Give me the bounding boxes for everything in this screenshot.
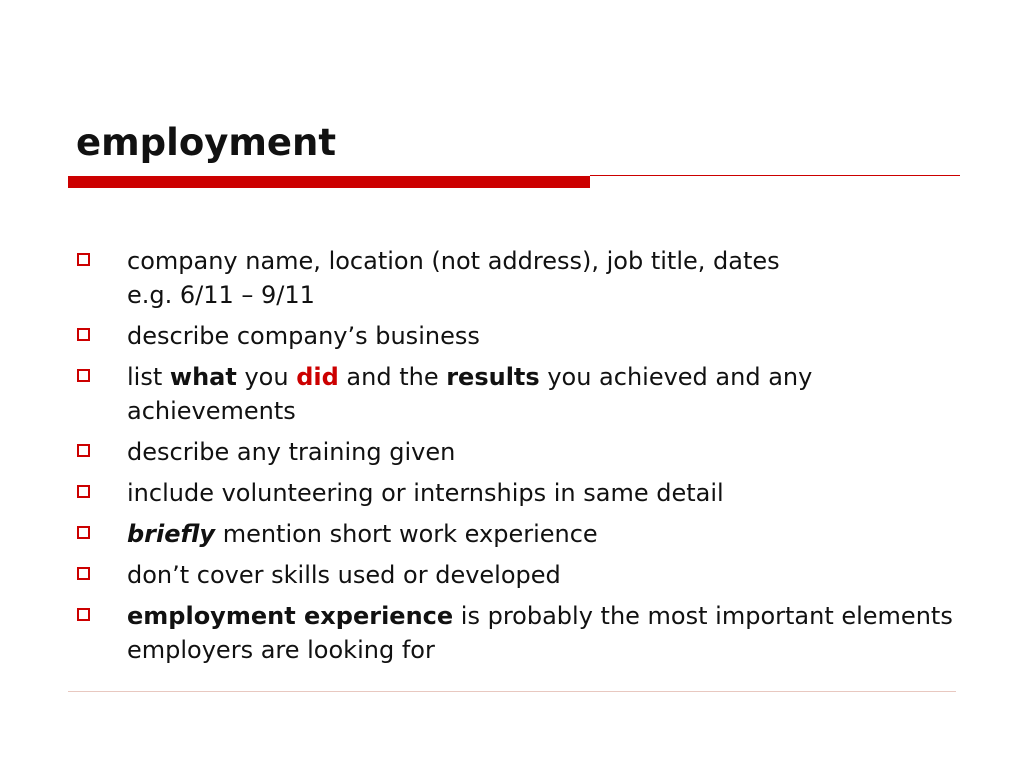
- hollow-square-icon: [77, 444, 90, 457]
- bullet-text: is probably the most important elements employers are looking for: [127, 602, 953, 664]
- bold-word-what: what: [169, 363, 237, 391]
- slide-title: employment: [76, 121, 337, 164]
- bullet-text: mention short work experience: [215, 520, 598, 548]
- bullet-item: [76, 599, 956, 667]
- title-underline-thick: [68, 176, 590, 188]
- bullet-item: [76, 435, 956, 469]
- footer-divider: [68, 691, 956, 692]
- bullet-item: [76, 558, 956, 592]
- bullet-item: [76, 360, 956, 428]
- hollow-square-icon: [77, 253, 90, 266]
- bullet-text: include volunteering or internships in same detail: [127, 479, 724, 507]
- bullet-text: e.g. 6/11 – 9/11: [127, 281, 315, 309]
- title-underline-thin: [590, 175, 960, 176]
- hollow-square-icon: [77, 485, 90, 498]
- bullet-text: describe company’s business: [127, 322, 480, 350]
- red-word-did: did: [296, 363, 339, 391]
- bullet-text: and the: [338, 363, 447, 391]
- bold-word-results: results: [446, 363, 540, 391]
- bold-phrase-employment-experience: employment experience: [127, 602, 454, 630]
- bullet-text: you achieved and any achievements: [127, 363, 813, 425]
- bullet-text: describe any training given: [127, 438, 456, 466]
- hollow-square-icon: [77, 526, 90, 539]
- bullet-item: [76, 319, 956, 353]
- hollow-square-icon: [77, 328, 90, 341]
- bullet-item: [76, 244, 956, 312]
- hollow-square-icon: [77, 369, 90, 382]
- hollow-square-icon: [77, 567, 90, 580]
- bullet-text: list: [127, 363, 170, 391]
- bold-italic-word-briefly: briefly: [127, 520, 216, 548]
- bullet-list: [76, 244, 956, 674]
- bullet-text: company name, location (not address), job title, dates: [127, 247, 780, 275]
- bullet-item: [76, 517, 956, 551]
- bullet-item: [76, 476, 956, 510]
- bullet-text: don’t cover skills used or developed: [127, 561, 561, 589]
- hollow-square-icon: [77, 608, 90, 621]
- bullet-text: you: [236, 363, 297, 391]
